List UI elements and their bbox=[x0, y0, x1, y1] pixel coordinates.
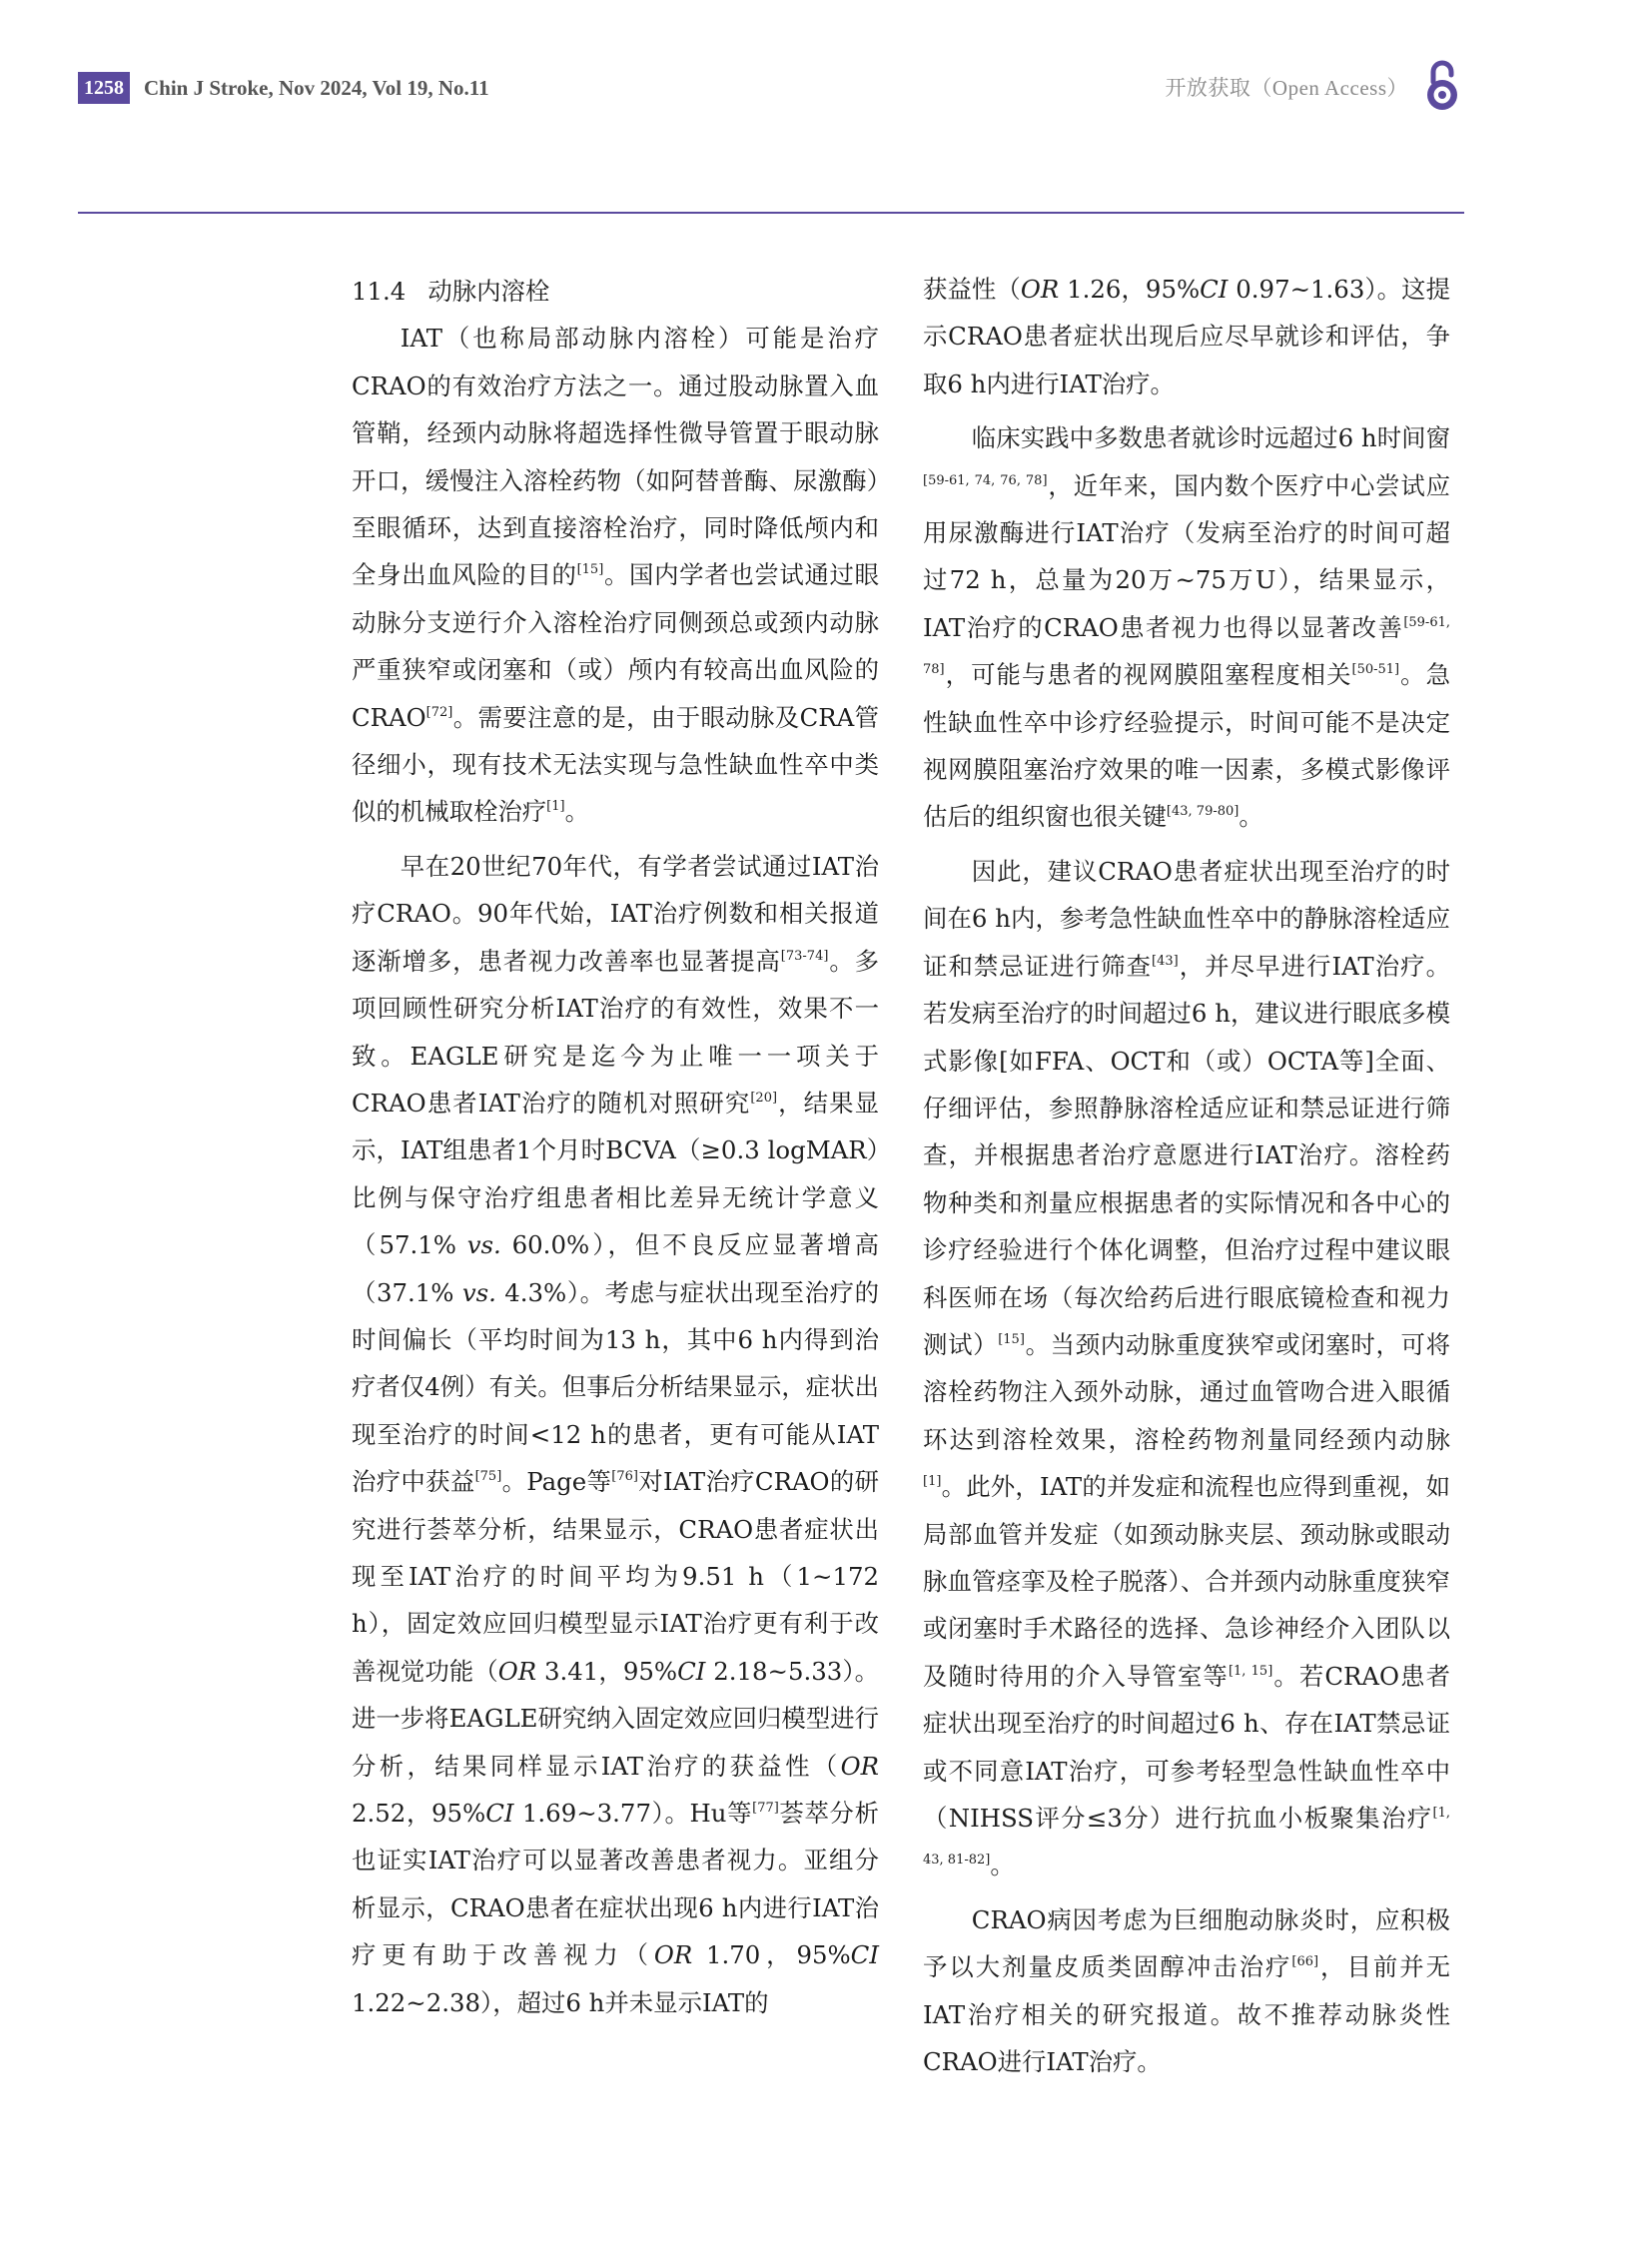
paragraph bbox=[923, 1896, 1450, 2086]
citation-ref: [77] bbox=[752, 1801, 779, 1816]
text-run: 2.52，95% bbox=[352, 1799, 486, 1828]
text-run: 。 bbox=[990, 1851, 1015, 1880]
text-run: 1.69~3.77）。Hu等 bbox=[513, 1799, 753, 1828]
paragraph bbox=[923, 266, 1450, 407]
italic-term: vs. bbox=[466, 1230, 501, 1260]
citation-ref: [15] bbox=[998, 1331, 1025, 1347]
citation-ref: [20] bbox=[750, 1090, 778, 1106]
text-run: 获益性（ bbox=[923, 275, 1021, 304]
text-run: 。国内学者也尝试通过眼动脉分支逆行介入溶栓治疗同侧颈总或颈内动脉严重狭窄或闭塞和（或）颅内有较高出血风险的CRAO bbox=[352, 560, 879, 732]
text-run: ，结果显示，IAT组患者1个月时BCVA（≥0.3 logMAR）比例与保守治疗组患者相比差异无统计学意义（57.1% bbox=[352, 1088, 879, 1260]
text-run: ，近年来，国内数个医疗中心尝试应用尿激酶进行IAT治疗（发病至治疗的时间可超过72 h，总量为20万~75万U），结果显示，IAT治疗的CRAO患者视力也得以显著改善 bbox=[923, 470, 1450, 642]
text-run: 。 bbox=[564, 797, 589, 827]
text-run: 因此，建议CRAO患者症状出现至治疗的时间在6 h内，参考急性缺血性卒中的静脉溶栓适应证和禁忌证进行筛查 bbox=[923, 856, 1450, 981]
text-run: 。多项回顾性研究分析IAT治疗的有效性，效果不一致。EAGLE研究是迄今为止唯一一项关于CRAO患者IAT治疗的随机对照研究 bbox=[352, 946, 879, 1118]
right-paragraphs bbox=[923, 266, 1450, 2085]
italic-term: vs. bbox=[461, 1277, 496, 1307]
text-run: 早在20世纪70年代，有学者尝试通过IAT治疗CRAO。90年代始，IAT治疗例数和相关报道逐渐增多，患者视力改善率也显著提高 bbox=[352, 851, 879, 976]
italic-term: CI bbox=[677, 1656, 706, 1686]
text-run: 。 bbox=[1239, 802, 1263, 832]
citation-ref: [59-61, 74, 76, 78] bbox=[923, 472, 1048, 488]
right-column bbox=[923, 266, 1450, 2085]
citation-ref: [59-61, 78] bbox=[923, 614, 1450, 678]
paragraph bbox=[352, 315, 879, 835]
citation-ref: [73-74] bbox=[780, 948, 829, 964]
text-run: 荟萃分析也证实IAT治疗可以显著改善患者视力。亚组分析显示，CRAO患者在症状出现6 h内进行IAT治疗更有助于改善视力（ bbox=[352, 1799, 879, 1970]
citation-ref: [1, 15] bbox=[1228, 1663, 1273, 1679]
header-rule bbox=[78, 212, 1464, 214]
text-run: 60.0%），但不良反应显著增高（37.1% bbox=[352, 1230, 879, 1307]
italic-term: OR bbox=[1020, 275, 1060, 304]
text-run: ，目前并无IAT治疗相关的研究报道。故不推荐动脉炎性CRAO进行IAT治疗。 bbox=[923, 1952, 1450, 2077]
citation-ref: [43, 79-80] bbox=[1166, 804, 1239, 820]
open-access-lock-icon bbox=[1424, 58, 1460, 112]
text-run: 1.70，95% bbox=[692, 1940, 851, 1970]
citation-ref: [43] bbox=[1152, 953, 1179, 969]
paragraph bbox=[923, 414, 1450, 841]
citation-ref: [1] bbox=[546, 799, 565, 815]
text-run: 临床实践中多数患者就诊时远超过6 h时间窗 bbox=[971, 423, 1450, 453]
italic-term: OR bbox=[497, 1656, 537, 1686]
paragraph bbox=[923, 848, 1450, 1889]
citation-ref: [15] bbox=[576, 562, 604, 578]
text-run: 2.18~5.33）。进一步将EAGLE研究纳入固定效应回归模型进行分析，结果同样显示IAT治疗的获益性（ bbox=[352, 1656, 879, 1781]
italic-term: CI bbox=[850, 1940, 879, 1970]
section-heading bbox=[352, 268, 879, 315]
left-column bbox=[352, 268, 879, 2026]
citation-ref: [1, 43, 81-82] bbox=[923, 1806, 1450, 1868]
citation-ref: [1] bbox=[923, 1474, 942, 1490]
text-run: IAT（也称局部动脉内溶栓）可能是治疗CRAO的有效治疗方法之一。通过股动脉置入血管鞘，经颈内动脉将超选择性微导管置于眼动脉开口，缓慢注入溶栓药物（如阿替普酶、尿激酶）至眼循环，达到直接溶栓治疗，同时降低颅内和全身出血风险的目的 bbox=[352, 324, 879, 590]
citation-ref: [76] bbox=[611, 1469, 638, 1485]
open-access-label: 开放获取（Open Access） bbox=[1165, 76, 1408, 100]
text-run: ，并尽早进行IAT治疗。若发病至治疗的时间超过6 h，建议进行眼底多模式影像[如FFA、OCT和（或）OCTA等]全面、仔细评估，参照静脉溶栓适应证和禁忌证进行筛查，并根据患者治疗意愿进行IAT治疗。溶栓药物种类和剂量应根据患者的实际情况和各中心的诊疗经验进行个体化调整，但治疗过程中建议眼科医师在场（每次给药后进行眼底镜检查和视力测试） bbox=[923, 951, 1450, 1359]
section-number: 11.4 bbox=[352, 277, 407, 306]
citation-ref: [66] bbox=[1291, 1954, 1319, 1970]
citation-ref: [50-51] bbox=[1351, 662, 1400, 678]
left-paragraphs bbox=[352, 315, 879, 2026]
page-header bbox=[78, 68, 1466, 114]
text-run: 。当颈内动脉重度狭窄或闭塞时，可将溶栓药物注入颈外动脉，通过血管吻合进入眼循环达到溶栓效果，溶栓药物剂量同经颈内动脉 bbox=[923, 1329, 1450, 1454]
section-title: 动脉内溶栓 bbox=[427, 277, 550, 306]
italic-term: OR bbox=[840, 1751, 879, 1781]
text-run: 。此外，IAT的并发症和流程也应得到重视，如局部血管并发症（如颈动脉夹层、颈动脉或眼动脉血管痉挛及栓子脱落）、合并颈内动脉重度狭窄或闭塞时手术路径的选择、急诊神经介入团队以及随时待用的介入导管室等 bbox=[923, 1472, 1450, 1691]
text-run: ，可能与患者的视网膜阻塞程度相关 bbox=[944, 660, 1352, 690]
citation-ref: [72] bbox=[425, 704, 453, 720]
text-run: CRAO病因考虑为巨细胞动脉炎时，应积极予以大剂量皮质类固醇冲击治疗 bbox=[923, 1904, 1450, 1982]
text-run: 4.3%）。考虑与症状出现至治疗的时间偏长（平均时间为13 h，其中6 h内得到治疗者仅4例）有关。但事后分析结果显示，症状出现至治疗的时间<12 h的患者，更有可能从IAT治疗中获益 bbox=[352, 1277, 879, 1497]
text-run: 对IAT治疗CRAO的研究进行荟萃分析，结果显示，CRAO患者症状出现至IAT治疗的时间平均为9.51 h（1~172 h），固定效应回归模型显示IAT治疗更有利于改善视觉功能（ bbox=[352, 1467, 879, 1686]
text-run: 1.22~2.38），超过6 h并未显示IAT的 bbox=[352, 1987, 769, 2017]
text-run: 。若CRAO患者症状出现至治疗的时间超过6 h、存在IAT禁忌证或不同意IAT治疗，可参考轻型急性缺血性卒中（NIHSS评分≤3分）进行抗血小板聚集治疗 bbox=[923, 1661, 1450, 1833]
text-run: 0.97~1.63）。这提示CRAO患者症状出现后应尽早就诊和评估，争取6 h内进行IAT治疗。 bbox=[923, 275, 1450, 398]
citation-ref: [75] bbox=[474, 1469, 502, 1485]
journal-citation: Chin J Stroke, Nov 2024, Vol 19, No.11 bbox=[144, 76, 489, 100]
italic-term: OR bbox=[653, 1940, 693, 1970]
paragraph bbox=[352, 843, 879, 2026]
text-run: 。急性缺血性卒中诊疗经验提示，时间可能不是决定视网膜阻塞治疗效果的唯一因素，多模式影像评估后的组织窗也很关键 bbox=[923, 660, 1450, 832]
page-number: 1258 bbox=[78, 72, 130, 104]
text-run: 。需要注意的是，由于眼动脉及CRA管径细小，现有技术无法实现与急性缺血性卒中类似的机械取栓治疗 bbox=[352, 702, 879, 827]
text-run: 1.26，95% bbox=[1059, 275, 1201, 304]
italic-term: CI bbox=[485, 1799, 514, 1828]
text-run: 。Page等 bbox=[501, 1467, 612, 1497]
italic-term: CI bbox=[1200, 275, 1229, 304]
text-run: 3.41，95% bbox=[536, 1656, 678, 1686]
